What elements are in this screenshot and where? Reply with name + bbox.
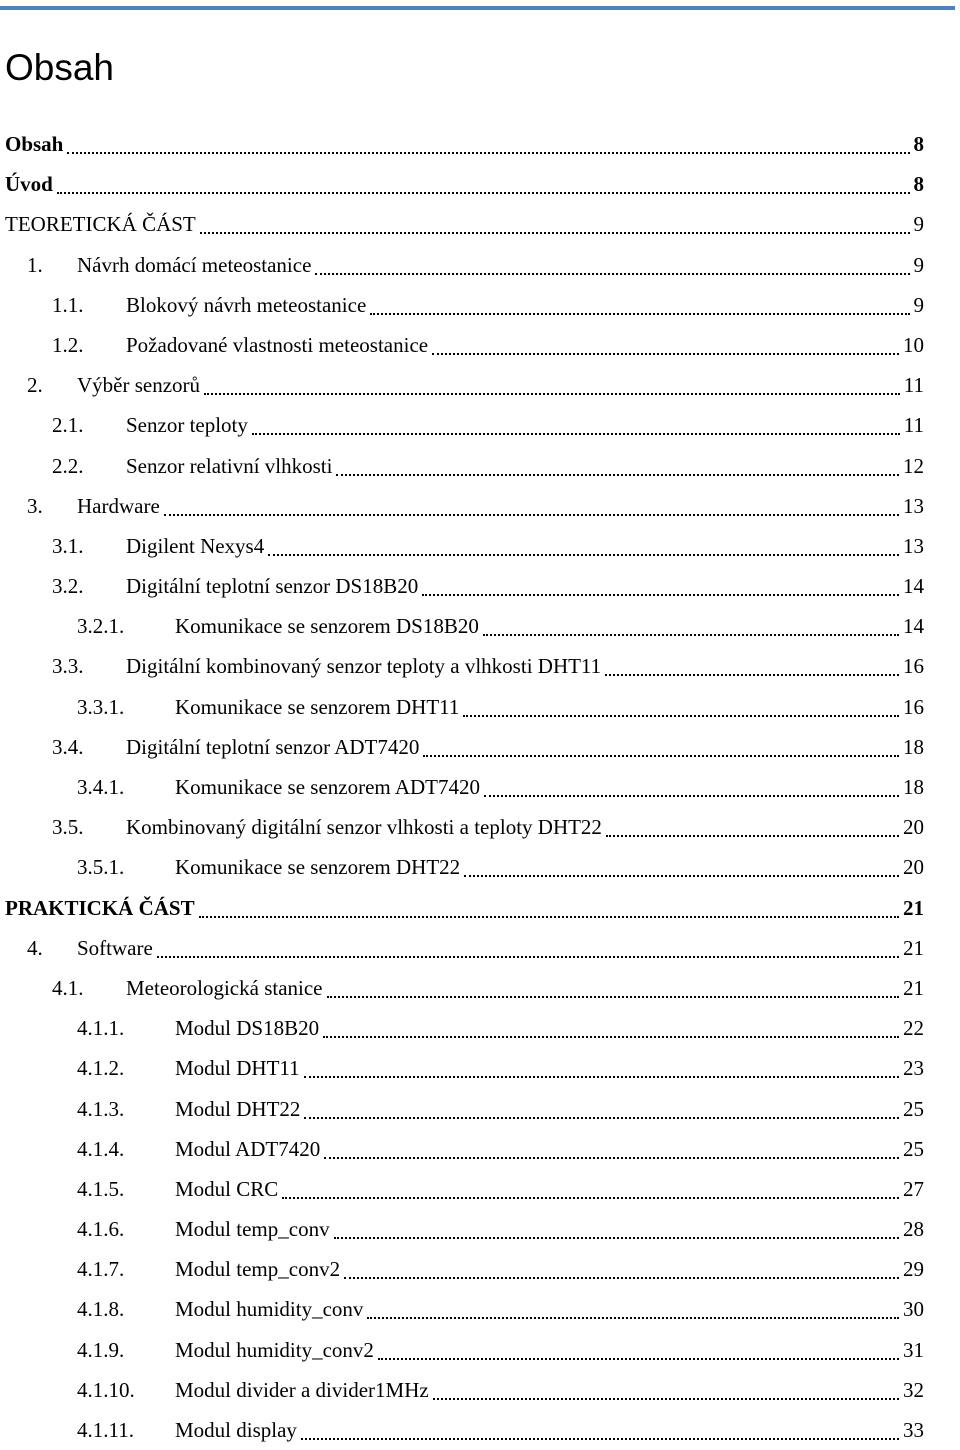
toc-dot-leader — [344, 1277, 899, 1279]
toc-entry-number: 1.1. — [52, 292, 84, 317]
toc-entry-page: 11 — [903, 413, 924, 438]
toc-entry[interactable] — [0, 124, 960, 164]
toc-entry-page: 9 — [913, 212, 924, 237]
toc-entry[interactable] — [0, 1249, 960, 1289]
toc-entry[interactable] — [0, 204, 960, 244]
toc-entry-number: 3.2.1. — [77, 614, 125, 639]
toc-entry[interactable] — [0, 1289, 960, 1329]
toc-dot-leader — [164, 514, 899, 516]
toc-entry-page: 30 — [903, 1297, 924, 1322]
toc-dot-leader — [324, 1157, 899, 1159]
toc-entry-label: Modul DHT11 — [175, 1056, 300, 1081]
toc-dot-leader — [252, 433, 900, 435]
toc-entry-page: 9 — [913, 252, 924, 277]
toc-entry-label: Modul display — [175, 1418, 297, 1442]
toc-dot-leader — [464, 875, 899, 877]
toc-dot-leader — [301, 1438, 899, 1440]
toc-entry-number: 3.5. — [52, 815, 84, 840]
toc-entry-page: 21 — [903, 975, 924, 1000]
toc-entry-label: Výběr senzorů — [77, 373, 201, 398]
toc-entry[interactable] — [0, 606, 960, 646]
toc-dot-leader — [432, 353, 899, 355]
toc-entry-page: 8 — [913, 132, 924, 156]
toc-entry[interactable] — [0, 1370, 960, 1410]
toc-entry[interactable] — [0, 405, 960, 445]
toc-entry-label: Modul humidity_conv2 — [175, 1337, 374, 1362]
toc-entry-number: 4.1.2. — [77, 1056, 125, 1081]
toc-entry-number: 3.5.1. — [77, 855, 125, 880]
toc-entry-number: 3.4. — [52, 734, 84, 759]
toc-entry-page: 32 — [903, 1377, 924, 1402]
toc-entry-number: 2.1. — [52, 413, 84, 438]
toc-entry-label: Komunikace se senzorem DS18B20 — [175, 614, 479, 639]
toc-entry-number: 3.3. — [52, 654, 84, 679]
toc-entry[interactable] — [0, 164, 960, 204]
toc-entry[interactable] — [0, 486, 960, 526]
toc-entry-page: 25 — [903, 1096, 924, 1121]
toc-dot-leader — [334, 1237, 899, 1239]
toc-entry-label: Modul divider a divider1MHz — [175, 1377, 429, 1402]
toc-entry-label: Blokový návrh meteostanice — [126, 292, 367, 317]
toc-dot-leader — [67, 152, 909, 154]
toc-entry[interactable] — [0, 245, 960, 285]
toc-entry[interactable] — [0, 285, 960, 325]
toc-entry-number: 3.2. — [52, 574, 84, 599]
toc-dot-leader — [157, 956, 899, 958]
toc-dot-leader — [200, 232, 910, 234]
toc-entry-number: 4.1.8. — [77, 1297, 125, 1322]
toc-dot-leader — [304, 1117, 899, 1119]
toc-entry-number: 3.3.1. — [77, 694, 125, 719]
toc-entry[interactable] — [0, 807, 960, 847]
toc-entry-page: 14 — [903, 574, 924, 599]
toc-entry-label: Software — [77, 935, 153, 960]
toc-entry-label: Kombinovaný digitální senzor vlhkosti a teploty DHT22 — [126, 815, 602, 840]
page-title: Obsah — [5, 47, 115, 88]
toc-dot-leader — [484, 795, 899, 797]
toc-entry-number: 2.2. — [52, 453, 84, 478]
toc-entry[interactable] — [0, 687, 960, 727]
toc-dot-leader — [323, 1036, 899, 1038]
toc-entry-page: 13 — [903, 533, 924, 558]
toc-dot-leader — [422, 594, 899, 596]
toc-entry-label: Komunikace se senzorem DHT11 — [175, 694, 460, 719]
toc-entry-label: Modul humidity_conv — [175, 1297, 364, 1322]
toc-entry-page: 8 — [913, 172, 924, 197]
toc-entry[interactable] — [0, 1089, 960, 1129]
toc-entry-page: 16 — [903, 654, 924, 679]
toc-entry-number: 4.1.11. — [77, 1418, 134, 1442]
toc-entry-number: 4. — [27, 935, 43, 960]
toc-entry[interactable] — [0, 1410, 960, 1450]
toc-entry-page: 9 — [913, 292, 924, 317]
toc-dot-leader — [463, 715, 899, 717]
toc-entry[interactable] — [0, 646, 960, 686]
toc-entry-label: Digitální kombinovaný senzor teploty a vlhkosti DHT11 — [126, 654, 602, 679]
toc-entry[interactable] — [0, 847, 960, 887]
toc-entry[interactable] — [0, 1008, 960, 1048]
toc-entry-page: 14 — [903, 614, 924, 639]
toc-entry-number: 3. — [27, 493, 43, 518]
toc-entry-label: Modul temp_conv2 — [175, 1257, 341, 1282]
toc-entry-page: 21 — [903, 935, 924, 960]
toc-entry-page: 12 — [903, 453, 924, 478]
toc-dot-leader — [423, 755, 899, 757]
toc-entry-page: 22 — [903, 1016, 924, 1041]
toc-entry[interactable] — [0, 1330, 960, 1370]
toc-dot-leader — [605, 674, 899, 676]
toc-entry-label: Digitální teplotní senzor ADT7420 — [126, 734, 420, 759]
toc-dot-leader — [204, 393, 900, 395]
toc-entry-page: 21 — [903, 895, 924, 920]
toc-dot-leader — [336, 474, 899, 476]
toc-entry-page: 10 — [903, 332, 924, 357]
toc-entry-label: Návrh domácí meteostanice — [77, 252, 312, 277]
toc-entry-page: 23 — [903, 1056, 924, 1081]
toc-entry[interactable] — [0, 446, 960, 486]
toc-entry-label: Hardware — [77, 493, 160, 518]
toc-entry-label: Modul temp_conv — [175, 1217, 330, 1242]
toc-entry-number: 3.1. — [52, 533, 84, 558]
toc-entry[interactable] — [0, 325, 960, 365]
toc-dot-leader — [378, 1358, 899, 1360]
toc-entry-page: 20 — [903, 815, 924, 840]
toc-entry[interactable] — [0, 888, 960, 928]
toc-entry[interactable] — [0, 727, 960, 767]
toc-entry-number: 4.1.4. — [77, 1136, 125, 1161]
toc-entry[interactable] — [0, 767, 960, 807]
toc-entry-page: 31 — [903, 1337, 924, 1362]
toc-entry-page: 18 — [903, 734, 924, 759]
toc-entry-number: 2. — [27, 373, 43, 398]
toc-dot-leader — [483, 634, 899, 636]
toc-entry-number: 4.1.3. — [77, 1096, 125, 1121]
toc-entry-number: 4.1.7. — [77, 1257, 125, 1282]
toc-entry-page: 18 — [903, 775, 924, 799]
toc-entry-label: Meteorologická stanice — [126, 975, 323, 1000]
toc-entry-page: 11 — [903, 373, 924, 398]
toc-entry-number: 3.4.1. — [77, 775, 125, 799]
toc-entry-label: Modul CRC — [175, 1176, 279, 1201]
toc-entry[interactable] — [0, 928, 960, 968]
toc-entry-page: 25 — [903, 1136, 924, 1161]
toc-entry[interactable] — [0, 968, 960, 1008]
toc-entry-label: Požadované vlastnosti meteostanice — [126, 332, 429, 357]
toc-entry-number: 4.1.6. — [77, 1217, 125, 1242]
toc-dot-leader — [282, 1197, 899, 1199]
toc-entry-number: 4.1.9. — [77, 1337, 125, 1362]
toc-entry-label: Modul ADT7420 — [175, 1136, 321, 1161]
toc-entry-number: 4.1.5. — [77, 1176, 125, 1201]
toc-entry-label: Komunikace se senzorem ADT7420 — [175, 775, 481, 799]
toc-entry-label: Digitální teplotní senzor DS18B20 — [126, 574, 419, 599]
toc-entry-page: 20 — [903, 855, 924, 880]
toc-dot-leader — [367, 1317, 899, 1319]
toc-entry-label: Úvod — [5, 172, 53, 197]
toc-entry-page: 33 — [903, 1418, 924, 1442]
toc-entry-page: 13 — [903, 493, 924, 518]
toc-dot-leader — [199, 916, 899, 918]
toc-entry-label: Obsah — [5, 132, 64, 156]
toc-entry[interactable] — [0, 365, 960, 405]
toc-entry-number: 4.1.1. — [77, 1016, 125, 1041]
toc-entry-number: 4.1.10. — [77, 1377, 135, 1402]
toc-entry[interactable] — [0, 1209, 960, 1249]
top-rule — [0, 6, 955, 10]
toc-entry-number: 1. — [27, 252, 43, 277]
toc-entry[interactable] — [0, 1129, 960, 1169]
toc-dot-leader — [327, 996, 899, 998]
toc-entry-label: PRAKTICKÁ ČÁST — [5, 895, 195, 920]
toc-entry[interactable] — [0, 1048, 960, 1088]
toc-entry[interactable] — [0, 1169, 960, 1209]
toc-entry-number: 1.2. — [52, 332, 84, 357]
toc-dot-leader — [304, 1076, 899, 1078]
toc-entry-page: 28 — [903, 1217, 924, 1242]
toc-dot-leader — [370, 313, 909, 315]
toc-entry-number: 4.1. — [52, 975, 84, 1000]
toc-entry-label: TEORETICKÁ ČÁST — [5, 212, 196, 237]
toc-dot-leader — [606, 835, 899, 837]
table-of-contents — [0, 124, 960, 1450]
toc-entry-label: Modul DS18B20 — [175, 1016, 320, 1041]
toc-entry[interactable] — [0, 566, 960, 606]
toc-dot-leader — [433, 1398, 899, 1400]
toc-entry-page: 29 — [903, 1257, 924, 1282]
toc-entry-page: 27 — [903, 1176, 924, 1201]
toc-dot-leader — [57, 192, 910, 194]
toc-entry-label: Modul DHT22 — [175, 1096, 301, 1121]
toc-dot-leader — [268, 554, 899, 556]
toc-entry-label: Senzor teploty — [126, 413, 248, 438]
toc-entry-label: Komunikace se senzorem DHT22 — [175, 855, 461, 880]
toc-entry-page: 16 — [903, 694, 924, 719]
toc-entry-label: Digilent Nexys4 — [126, 533, 265, 558]
toc-entry[interactable] — [0, 526, 960, 566]
toc-entry-label: Senzor relativní vlhkosti — [126, 453, 333, 478]
toc-dot-leader — [315, 273, 909, 275]
